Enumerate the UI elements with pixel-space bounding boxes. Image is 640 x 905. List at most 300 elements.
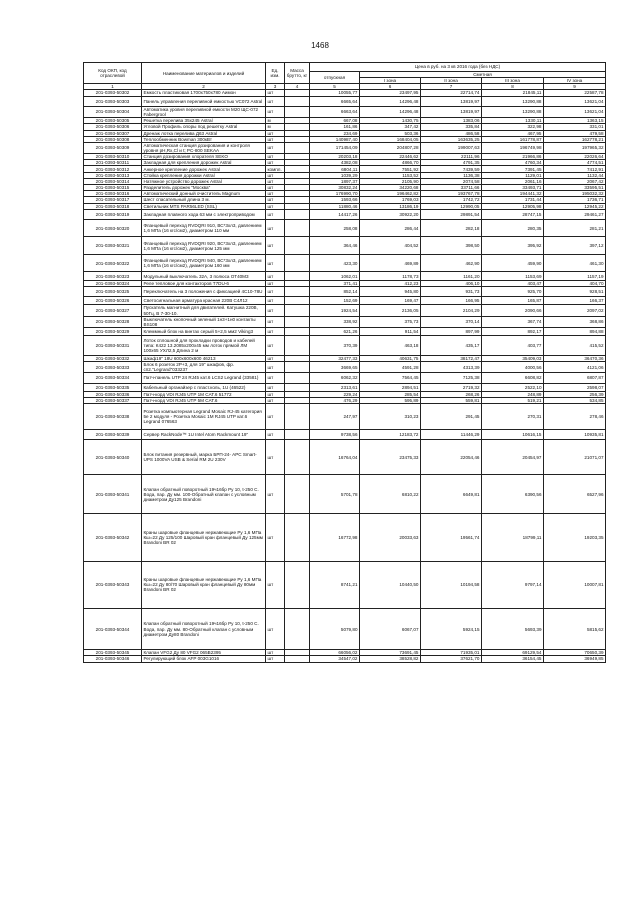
row-unit: шт bbox=[266, 561, 285, 608]
row-release-price: 476,29 bbox=[310, 397, 360, 403]
row-zone-4-price: 166,37 bbox=[544, 297, 606, 305]
row-zone-2-price: 22111,96 bbox=[421, 154, 482, 160]
header-code: Код ОКП, код отраслевой bbox=[84, 63, 142, 84]
header-zone-3: III зона bbox=[482, 78, 544, 84]
row-unit: шт bbox=[266, 185, 285, 191]
row-zone-1-price: 73691,45 bbox=[360, 650, 421, 656]
row-zone-2-price: 1161,20 bbox=[421, 272, 482, 280]
row-zone-3-price: 4000,56 bbox=[482, 361, 544, 372]
header-price-group: Цена в руб. на 3 кв 2016 года (без НДС) bbox=[310, 63, 606, 72]
row-code: 201-0393-50309 bbox=[84, 142, 142, 153]
header-zone-2: II зона bbox=[421, 78, 482, 84]
row-zone-2-price: 13819,97 bbox=[421, 96, 482, 106]
row-release-price: 171454,09 bbox=[310, 142, 360, 153]
row-zone-3-price: 322,98 bbox=[482, 124, 544, 130]
row-zone-1-price: 169,47 bbox=[360, 297, 421, 305]
table-row bbox=[84, 185, 606, 191]
table-row bbox=[84, 429, 606, 439]
row-code: 201-0393-50331 bbox=[84, 336, 142, 356]
row-zone-1-price: 1178,73 bbox=[360, 272, 421, 280]
row-name: Натяжное устройство дорожек Astral bbox=[142, 178, 266, 184]
header-index: 2 bbox=[142, 84, 266, 90]
row-zone-1-price: 34220,68 bbox=[360, 185, 421, 191]
row-zone-2-price: 22054,46 bbox=[421, 440, 482, 475]
row-code: 201-0393-50335 bbox=[84, 383, 142, 391]
row-zone-3-price: 6390,56 bbox=[482, 475, 544, 514]
row-zone-2-price: 2074,58 bbox=[421, 178, 482, 184]
row-zone-3-price: 6608,82 bbox=[482, 373, 544, 383]
row-release-price: 10055,77 bbox=[310, 90, 360, 96]
row-unit: компл. bbox=[266, 166, 285, 172]
table-row bbox=[84, 142, 606, 153]
row-code: 201-0393-50343 bbox=[84, 561, 142, 608]
table-row bbox=[84, 561, 606, 608]
row-release-price: 370,39 bbox=[310, 336, 360, 356]
row-unit: шт bbox=[266, 191, 285, 197]
row-unit: шт bbox=[266, 440, 285, 475]
row-release-price: 6663,64 bbox=[310, 106, 360, 117]
row-mass bbox=[285, 96, 310, 106]
row-release-price: 16772,98 bbox=[310, 514, 360, 561]
table-row bbox=[84, 355, 606, 361]
row-zone-3-price: 13290,88 bbox=[482, 106, 544, 117]
table-body bbox=[84, 90, 606, 662]
table-row bbox=[84, 254, 606, 272]
row-zone-4-price: 36949,85 bbox=[544, 656, 606, 662]
row-zone-2-price: 291,45 bbox=[421, 404, 482, 430]
row-name: Дренаж лотка перелива Д63 Astral bbox=[142, 130, 266, 136]
row-unit: шт bbox=[266, 178, 285, 184]
row-release-price: 1039,29 bbox=[310, 172, 360, 178]
row-unit: м bbox=[266, 124, 285, 130]
row-mass bbox=[285, 142, 310, 153]
row-code: 201-0393-50341 bbox=[84, 475, 142, 514]
header-zone-4: IV зона bbox=[544, 78, 606, 84]
row-unit: шт bbox=[266, 383, 285, 391]
row-zone-3-price: 403,47 bbox=[482, 280, 544, 286]
row-unit: шт bbox=[266, 336, 285, 356]
row-zone-3-price: 9797,14 bbox=[482, 561, 544, 608]
row-zone-2-price: 370,14 bbox=[421, 316, 482, 327]
table-row bbox=[84, 209, 606, 219]
row-release-price: 152,69 bbox=[310, 297, 360, 305]
row-name: Патч-корд VDI RJ45 UTP 5M CAT.6 bbox=[142, 397, 266, 403]
row-zone-3-price: 10616,15 bbox=[482, 429, 544, 439]
row-mass bbox=[285, 373, 310, 383]
row-zone-4-price: 33595,51 bbox=[544, 185, 606, 191]
page-number: 1468 bbox=[311, 41, 329, 50]
row-mass bbox=[285, 336, 310, 356]
row-unit: шт bbox=[266, 219, 285, 237]
row-code: 201-0393-50340 bbox=[84, 440, 142, 475]
header-index: 4 bbox=[285, 84, 310, 90]
row-code: 201-0393-50342 bbox=[84, 514, 142, 561]
table-row bbox=[84, 219, 606, 237]
row-zone-2-price: 897,99 bbox=[421, 327, 482, 335]
row-release-price: 2313,61 bbox=[310, 383, 360, 391]
row-name: Сервер RackNode™ 1U Intel Atom Rackmount 19" bbox=[142, 429, 266, 439]
row-name: Стойка крепления дорожки Astral bbox=[142, 172, 266, 178]
row-mass bbox=[285, 361, 310, 372]
row-unit: шт bbox=[266, 404, 285, 430]
row-zone-1-price: 4866,70 bbox=[360, 160, 421, 166]
row-release-price: 6062,32 bbox=[310, 373, 360, 383]
row-name: Теплообменник Bowman 300кВт bbox=[142, 136, 266, 142]
row-code: 201-0393-50313 bbox=[84, 172, 142, 178]
row-zone-3-price: 18799,11 bbox=[482, 514, 544, 561]
row-zone-4-price: 404,70 bbox=[544, 280, 606, 286]
row-zone-1-price: 310,23 bbox=[360, 404, 421, 430]
row-zone-2-price: 282,18 bbox=[421, 219, 482, 237]
row-code: 201-0393-50346 bbox=[84, 656, 142, 662]
row-zone-4-price: 461,30 bbox=[544, 254, 606, 272]
row-name: Блок 6 розеток 2Р+3, для 19" шкафов, фр. сп2."Legrand"033237 bbox=[142, 361, 266, 372]
row-mass bbox=[285, 404, 310, 430]
row-mass bbox=[285, 237, 310, 255]
row-zone-3-price: 36154,45 bbox=[482, 656, 544, 662]
row-zone-4-price: 278,46 bbox=[544, 404, 606, 430]
row-zone-4-price: 12945,22 bbox=[544, 203, 606, 209]
row-zone-1-price: 412,23 bbox=[360, 280, 421, 286]
row-zone-1-price: 40631,75 bbox=[360, 355, 421, 361]
row-zone-2-price: 38172,47 bbox=[421, 355, 482, 361]
row-code: 201-0393-50329 bbox=[84, 327, 142, 335]
row-zone-1-price: 503,36 bbox=[360, 130, 421, 136]
row-name: Модульный выключатель 32А, 3 полюса ОТ40М3 bbox=[142, 272, 266, 280]
row-zone-4-price: 22026,64 bbox=[544, 154, 606, 160]
row-name: Краны шаровые фланцевые нержавеющие Ру 1,6 МПа Кш=22 Ду 80/70 Шаровый кран фланцевый Ду 80мм Brandoni BR 02 bbox=[142, 561, 266, 608]
table-row bbox=[84, 136, 606, 142]
header-estimate: Сметная bbox=[360, 72, 606, 78]
row-zone-3-price: 892,17 bbox=[482, 327, 544, 335]
row-zone-3-price: 35409,03 bbox=[482, 355, 544, 361]
row-zone-4-price: 256,39 bbox=[544, 391, 606, 397]
row-zone-2-price: 268,26 bbox=[421, 391, 482, 397]
row-mass bbox=[285, 609, 310, 650]
row-mass bbox=[285, 254, 310, 272]
row-zone-1-price: 168404,05 bbox=[360, 136, 421, 142]
row-zone-3-price: 1731,44 bbox=[482, 197, 544, 203]
row-name: Лоток сплошной для прокладки проводов и кабелей типа: К422 13.2085х200х45 мм лоток прямой ЛМ 100х65 УХЛ2,5 Длина 2 м bbox=[142, 336, 266, 356]
row-zone-1-price: 469,89 bbox=[360, 254, 421, 272]
row-code: 201-0393-50320 bbox=[84, 219, 142, 237]
header-name: Наименование материалов и изделий bbox=[142, 63, 266, 84]
row-zone-1-price: 595,89 bbox=[360, 397, 421, 403]
row-mass bbox=[285, 305, 310, 316]
row-mass bbox=[285, 514, 310, 561]
row-zone-1-price: 7564,45 bbox=[360, 373, 421, 383]
row-release-price: 34547,02 bbox=[310, 656, 360, 662]
row-zone-1-price: 38528,82 bbox=[360, 656, 421, 662]
row-zone-1-price: 14296,48 bbox=[360, 106, 421, 117]
row-code: 201-0393-50319 bbox=[84, 209, 142, 219]
header-unit: Ед. изм. bbox=[266, 63, 285, 84]
row-name: Автоматическая станция дозирования и контроля уровня pH,Rx,Cl и t; PC-800 SEKAA bbox=[142, 142, 266, 153]
row-unit: шт bbox=[266, 609, 285, 650]
row-release-price: 423,30 bbox=[310, 254, 360, 272]
row-zone-3-price: 12905,98 bbox=[482, 203, 544, 209]
row-unit: шт bbox=[266, 355, 285, 361]
row-zone-1-price: 1769,03 bbox=[360, 197, 421, 203]
row-zone-2-price: 19561,74 bbox=[421, 514, 482, 561]
row-zone-2-price: 12990,05 bbox=[421, 203, 482, 209]
row-zone-2-price: 22714,74 bbox=[421, 90, 482, 96]
table-row bbox=[84, 286, 606, 296]
table-row bbox=[84, 203, 606, 209]
row-zone-2-price: 1383,06 bbox=[421, 118, 482, 124]
row-unit: шт bbox=[266, 142, 285, 153]
row-name: Анкерное крепление дорожек Astral bbox=[142, 166, 266, 172]
row-zone-3-price: 1153,69 bbox=[482, 272, 544, 280]
row-mass bbox=[285, 297, 310, 305]
table-row bbox=[84, 130, 606, 136]
row-zone-4-price: 13621,04 bbox=[544, 96, 606, 106]
row-code: 201-0393-50333 bbox=[84, 361, 142, 372]
row-release-price: 852,14 bbox=[310, 286, 360, 296]
table-row bbox=[84, 297, 606, 305]
row-zone-1-price: 945,80 bbox=[360, 286, 421, 296]
row-release-price: 16764,04 bbox=[310, 440, 360, 475]
table-row bbox=[84, 305, 606, 316]
row-name: Шест спасательный длина 3 м. bbox=[142, 197, 266, 203]
row-code: 201-0393-50328 bbox=[84, 316, 142, 327]
row-name: Светосигнальная арматура красная 220В С4Л12 bbox=[142, 297, 266, 305]
row-code: 201-0393-50315 bbox=[84, 185, 142, 191]
row-code: 201-0393-50318 bbox=[84, 203, 142, 209]
row-release-price: 621,26 bbox=[310, 327, 360, 335]
row-zone-1-price: 14296,48 bbox=[360, 96, 421, 106]
row-unit: шт bbox=[266, 203, 285, 209]
row-name: Регулирующий блок AFP 003G1016 bbox=[142, 656, 266, 662]
row-zone-3-price: 2090,66 bbox=[482, 305, 544, 316]
row-zone-1-price: 2136,05 bbox=[360, 305, 421, 316]
row-zone-3-price: 69129,54 bbox=[482, 650, 544, 656]
row-zone-3-price: 21845,11 bbox=[482, 90, 544, 96]
row-zone-1-price: 375,73 bbox=[360, 316, 421, 327]
row-zone-4-price: 2067,42 bbox=[544, 178, 606, 184]
row-zone-2-price: 163635,25 bbox=[421, 136, 482, 142]
row-mass bbox=[285, 656, 310, 662]
row-zone-1-price: 6067,07 bbox=[360, 609, 421, 650]
row-mass bbox=[285, 272, 310, 280]
row-mass bbox=[285, 475, 310, 514]
row-mass bbox=[285, 209, 310, 219]
row-zone-2-price: 7439,59 bbox=[421, 166, 482, 172]
row-release-price: 4382,08 bbox=[310, 160, 360, 166]
row-zone-2-price: 166,95 bbox=[421, 297, 482, 305]
row-release-price: 1593,66 bbox=[310, 197, 360, 203]
row-zone-3-price: 459,90 bbox=[482, 254, 544, 272]
row-name: Выключатель кнопочный зеленый 1н3+1н0 контакты BS108 bbox=[142, 316, 266, 327]
table-row bbox=[84, 154, 606, 160]
row-zone-3-price: 1330,11 bbox=[482, 118, 544, 124]
table-row bbox=[84, 373, 606, 383]
row-zone-2-price: 33711,66 bbox=[421, 185, 482, 191]
table-row bbox=[84, 197, 606, 203]
row-zone-2-price: 335,84 bbox=[421, 124, 482, 130]
row-unit: шт bbox=[266, 514, 285, 561]
row-zone-2-price: 13819,97 bbox=[421, 106, 482, 117]
row-mass bbox=[285, 429, 310, 439]
row-zone-4-price: 4121,06 bbox=[544, 361, 606, 372]
table-row bbox=[84, 383, 606, 391]
row-release-price: 234,69 bbox=[310, 130, 360, 136]
row-release-price: 258,08 bbox=[310, 219, 360, 237]
table-row bbox=[84, 404, 606, 430]
header-index: 3 bbox=[266, 84, 285, 90]
row-code: 201-0393-50336 bbox=[84, 391, 142, 397]
row-zone-3-price: 5693,39 bbox=[482, 609, 544, 650]
table-row bbox=[84, 397, 606, 403]
row-name: Автоматика уровня переливной емкости M20 ЩС-072 Fabergrool bbox=[142, 106, 266, 117]
table-row bbox=[84, 178, 606, 184]
row-name: Угловой Профиль опоры под решетку Astral bbox=[142, 124, 266, 130]
table-row bbox=[84, 316, 606, 327]
row-unit: шт bbox=[266, 475, 285, 514]
row-code: 201-0393-50302 bbox=[84, 90, 142, 96]
row-code: 201-0393-50345 bbox=[84, 650, 142, 656]
row-zone-1-price: 196462,82 bbox=[360, 191, 421, 197]
row-zone-3-price: 165,87 bbox=[482, 297, 544, 305]
row-unit: шт bbox=[266, 197, 285, 203]
row-zone-2-price: 486,58 bbox=[421, 130, 482, 136]
row-zone-1-price: 1430,75 bbox=[360, 118, 421, 124]
row-zone-2-price: 193767,78 bbox=[421, 191, 482, 197]
row-name: Фланцевый переход RVDQRI 910, ВС*3хл3, давлением 1,6 МПа (16 кгс/см2), диаметром 110 мм bbox=[142, 219, 266, 237]
row-code: 201-0393-50316 bbox=[84, 191, 142, 197]
row-unit: шт bbox=[266, 209, 285, 219]
table-row bbox=[84, 327, 606, 335]
row-zone-4-price: 13621,04 bbox=[544, 106, 606, 117]
row-zone-4-price: 368,86 bbox=[544, 316, 606, 327]
header-index: 8 bbox=[482, 84, 544, 90]
row-zone-2-price: 1136,38 bbox=[421, 172, 482, 178]
row-zone-2-price: 2104,29 bbox=[421, 305, 482, 316]
row-release-price: 20203,18 bbox=[310, 154, 360, 160]
table-row bbox=[84, 160, 606, 166]
row-code: 201-0393-50317 bbox=[84, 197, 142, 203]
row-zone-1-price: 6810,22 bbox=[360, 475, 421, 514]
row-name: Кабельный органайзер с пласт.коль, 1U (46522) bbox=[142, 383, 266, 391]
row-release-price: 6665,64 bbox=[310, 96, 360, 106]
row-unit: шт bbox=[266, 656, 285, 662]
row-code: 201-0393-50324 bbox=[84, 280, 142, 286]
row-release-price: 8741,21 bbox=[310, 561, 360, 608]
table-row bbox=[84, 191, 606, 197]
row-zone-1-price: 7551,92 bbox=[360, 166, 421, 172]
row-release-price: 161,86 bbox=[310, 124, 360, 130]
row-name: Пускатель магнитный для двигателей. Катушка 220В, 50Гц, В 7-30-10. bbox=[142, 305, 266, 316]
table-row bbox=[84, 172, 606, 178]
table-row bbox=[84, 90, 606, 96]
row-release-price: 30832,24 bbox=[310, 185, 360, 191]
row-code: 201-0393-50326 bbox=[84, 297, 142, 305]
row-code: 201-0393-50344 bbox=[84, 609, 142, 650]
row-zone-4-price: 36470,36 bbox=[544, 355, 606, 361]
row-zone-1-price: 12183,72 bbox=[360, 429, 421, 439]
row-code: 201-0393-50308 bbox=[84, 136, 142, 142]
row-zone-3-price: 367,74 bbox=[482, 316, 544, 327]
row-release-price: 66056,02 bbox=[310, 650, 360, 656]
row-zone-3-price: 925,70 bbox=[482, 286, 544, 296]
row-zone-4-price: 19203,35 bbox=[544, 514, 606, 561]
row-code: 201-0393-50312 bbox=[84, 166, 142, 172]
row-release-price: 140987,40 bbox=[310, 136, 360, 142]
row-release-price: 176990,70 bbox=[310, 191, 360, 197]
row-name: Блок питания резервный, марка БРП-24- АРС Smart-UPS 1000VA USB & Serial RM 2U 230V bbox=[142, 440, 266, 475]
row-code: 201-0393-50338 bbox=[84, 404, 142, 430]
row-zone-1-price: 30922,20 bbox=[360, 209, 421, 219]
table-row bbox=[84, 361, 606, 372]
row-zone-4-price: 2598,07 bbox=[544, 383, 606, 391]
row-zone-1-price: 347,42 bbox=[360, 124, 421, 130]
row-code: 201-0393-50325 bbox=[84, 286, 142, 296]
row-code: 201-0393-50339 bbox=[84, 429, 142, 439]
row-zone-1-price: 911,54 bbox=[360, 327, 421, 335]
table-row bbox=[84, 237, 606, 255]
row-zone-2-price: 37621,70 bbox=[421, 656, 482, 662]
row-zone-2-price: 559,81 bbox=[421, 397, 482, 403]
row-mass bbox=[285, 286, 310, 296]
row-zone-2-price: 6649,81 bbox=[421, 475, 482, 514]
row-unit: шт bbox=[266, 286, 285, 296]
row-name: Шкаф19" 18U 600х600х600 46213 bbox=[142, 355, 266, 361]
row-zone-4-price: 281,21 bbox=[544, 219, 606, 237]
row-zone-4-price: 162778,21 bbox=[544, 136, 606, 142]
row-zone-3-price: 194441,32 bbox=[482, 191, 544, 197]
row-zone-4-price: 7412,91 bbox=[544, 166, 606, 172]
row-code: 201-0393-50311 bbox=[84, 160, 142, 166]
row-zone-4-price: 2097,02 bbox=[544, 305, 606, 316]
row-unit: шт bbox=[266, 305, 285, 316]
row-zone-4-price: 1157,19 bbox=[544, 272, 606, 280]
row-zone-4-price: 1132,44 bbox=[544, 172, 606, 178]
row-unit: шт bbox=[266, 254, 285, 272]
row-name: Клапан VFG2 Ду 80 VFG2 065B2395 bbox=[142, 650, 266, 656]
table-row bbox=[84, 96, 606, 106]
row-zone-3-price: 7391,45 bbox=[482, 166, 544, 172]
row-mass bbox=[285, 106, 310, 117]
row-release-price: 371,41 bbox=[310, 280, 360, 286]
table-row bbox=[84, 656, 606, 662]
row-zone-3-price: 21966,86 bbox=[482, 154, 544, 160]
row-name: Краны шаровые фланцевые нержавеющие Ру 1,6 МПа Кш=22 Ду 125/100 Шаровый кран фланцевый Ду 125мм Brandoni BR 02 bbox=[142, 514, 266, 561]
row-unit: шт bbox=[266, 391, 285, 397]
header-index: 5 bbox=[310, 84, 360, 90]
row-zone-4-price: 10007,81 bbox=[544, 561, 606, 608]
row-release-price: 247,97 bbox=[310, 404, 360, 430]
row-zone-1-price: 10440,50 bbox=[360, 561, 421, 608]
row-mass bbox=[285, 327, 310, 335]
row-name: Патч-корд VDI RJ45 UTP 1M CAT.6 51772 bbox=[142, 391, 266, 397]
row-zone-2-price: 2719,32 bbox=[421, 383, 482, 391]
row-unit: шт bbox=[266, 154, 285, 160]
row-unit: шт bbox=[266, 429, 285, 439]
row-zone-3-price: 4760,34 bbox=[482, 160, 544, 166]
row-name: Клапан обратный поворотный 19ч16бр Ру 10, t-250 С. Вода, пар. Ду мм. 80-Обратный клапан с условным диаметром Ду80 Brandoni bbox=[142, 609, 266, 650]
row-code: 201-0393-50327 bbox=[84, 305, 142, 316]
row-unit: шт bbox=[266, 297, 285, 305]
row-zone-4-price: 479,58 bbox=[544, 130, 606, 136]
row-zone-3-price: 403,77 bbox=[482, 336, 544, 356]
row-mass bbox=[285, 440, 310, 475]
row-release-price: 6804,11 bbox=[310, 166, 360, 172]
row-zone-3-price: 161778,87 bbox=[482, 136, 544, 142]
row-zone-1-price: 463,18 bbox=[360, 336, 421, 356]
row-unit: шт bbox=[266, 106, 285, 117]
row-zone-4-price: 415,52 bbox=[544, 336, 606, 356]
row-release-price: 14417,26 bbox=[310, 209, 360, 219]
